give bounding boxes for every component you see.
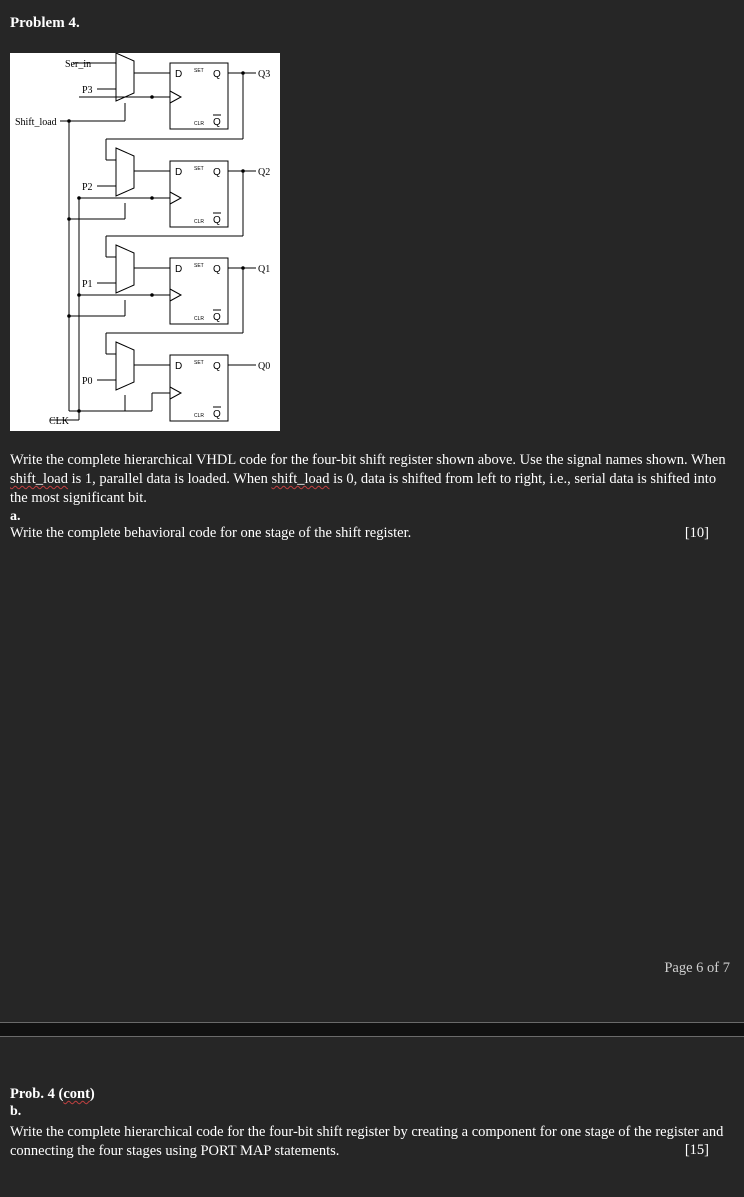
ff3-clr-pin: CLR [194,121,205,127]
shift-load-label: Shift_load [15,117,57,128]
ff1-set-pin: SET [194,263,204,269]
ff0-qbar-pin: Q [213,409,221,420]
part-a-points: [10] [684,525,709,541]
ff1-qbar-pin: Q [213,312,221,323]
mux-stage-0 [116,342,134,390]
p1-label: P1 [82,279,93,290]
mux-stage-3 [116,53,134,101]
ff0-q-pin: Q [213,361,221,372]
ser-in-label: Ser_in [65,59,92,70]
q0-output-label: Q0 [258,361,271,372]
part-a-label: a. [10,509,21,524]
ff2-q-pin: Q [213,167,221,178]
shift-register-schematic [10,53,280,431]
ff2-set-pin: SET [194,166,204,172]
continuation-title: Prob. 4 (cont) [10,1086,95,1102]
page-separator [0,1022,744,1037]
ff0-clr-pin: CLR [194,413,205,419]
ff3-qbar-pin: Q [213,117,221,128]
problem-title: Problem 4. [10,15,80,31]
ff1-q-pin: Q [213,264,221,275]
part-b-label: b. [10,1104,22,1119]
mux-stage-1 [116,245,134,293]
part-b-question: Write the complete hierarchical code for the four-bit shift register by creating a component for one stage of the register and connecting the four stages using PORT MAP statements. [10,1124,724,1159]
q1-output-label: Q1 [258,264,271,275]
q3-output-label: Q3 [258,69,271,80]
ff2-clr-pin: CLR [194,219,205,225]
ff1-clr-pin: CLR [194,316,205,322]
p0-label: P0 [82,376,93,387]
p3-label: P3 [82,85,93,96]
ff2-qbar-pin: Q [213,215,221,226]
ff3-set-pin: SET [194,68,204,74]
ff3-d-pin: D [175,69,183,80]
page-number: Page 6 of 7 [664,960,730,976]
p2-label: P2 [82,182,93,193]
problem-description: Write the complete hierarchical VHDL code for the four-bit shift register shown above. Use the signal names shown. When shift_load is 1, parallel data is loaded. When shift_load is 0, data is shifted from left to right, i.e., serial data is shifted into the most significant bit. [10,452,726,506]
clk-label: CLK [49,416,69,427]
ff2-d-pin: D [175,167,183,178]
ff0-set-pin: SET [194,360,204,366]
ff0-d-pin: D [175,361,183,372]
ff1-d-pin: D [175,264,183,275]
mux-stage-2 [116,148,134,196]
ff3-q-pin: Q [213,69,221,80]
part-a-question: Write the complete behavioral code for one stage of the shift register. [10,525,412,541]
q2-output-label: Q2 [258,167,271,178]
part-b-points: [15] [684,1142,709,1158]
